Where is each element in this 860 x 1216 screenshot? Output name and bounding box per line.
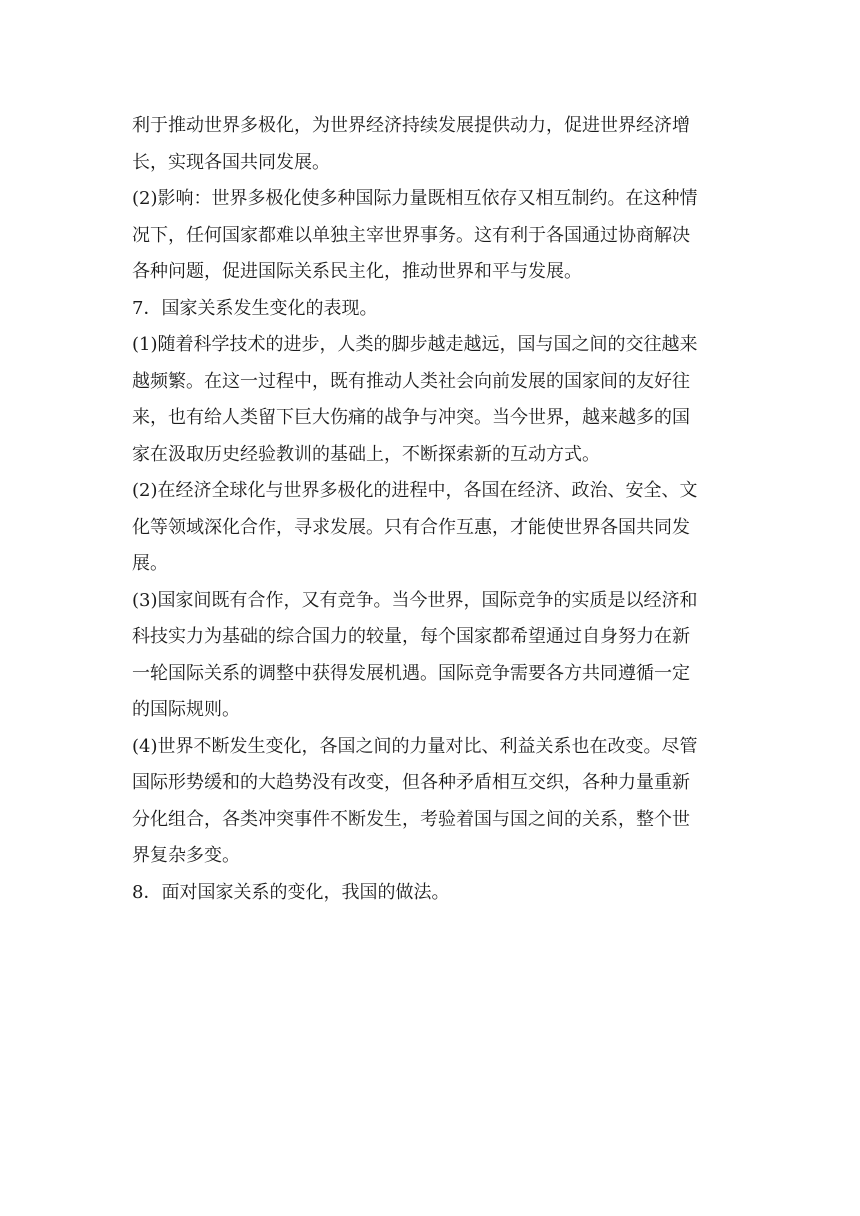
text-line: (3)国家间既有合作，又有竞争。当今世界，国际竞争的实质是以经济和 xyxy=(132,589,698,611)
text-line: 的国际规则。 xyxy=(132,699,240,720)
text-line: 化等领域深化合作，寻求发展。只有合作互惠，才能使世界各国共同发 xyxy=(132,516,690,538)
text-line: 来，也有给人类留下巨大伤痛的战争与冲突。当今世界，越来越多的国 xyxy=(132,407,690,428)
text-line: 界复杂多变。 xyxy=(132,845,240,866)
document-page xyxy=(132,108,732,911)
text-line: 展。 xyxy=(132,553,168,574)
paragraph-multipolarity-impact xyxy=(132,181,732,291)
text-line: 国际形势缓和的大趋势没有改变，但各种矛盾相互交织，各种力量重新 xyxy=(132,772,690,793)
text-line: 越频繁。在这一过程中，既有推动人类社会向前发展的国家间的友好往 xyxy=(132,370,690,392)
text-line: 各种问题，促进国际关系民主化，推动世界和平与发展。 xyxy=(132,261,582,282)
text-line: 况下，任何国家都难以单独主宰世界事务。这有利于各国通过协商解决 xyxy=(132,224,690,246)
section-heading: 7．国家关系发生变化的表现。 xyxy=(132,297,378,319)
text-line: (2)在经济全球化与世界多极化的进程中，各国在经济、政治、安全、文 xyxy=(132,480,698,501)
text-line: 长，实现各国共同发展。 xyxy=(132,151,330,173)
paragraph-point-1 xyxy=(132,327,732,473)
text-line: 一轮国际关系的调整中获得发展机遇。国际竞争需要各方共同遵循一定 xyxy=(132,662,690,684)
text-line: (2)影响：世界多极化使多种国际力量既相互依存又相互制约。在这种情 xyxy=(132,188,698,209)
text-line: 利于推动世界多极化，为世界经济持续发展提供动力，促进世界经济增 xyxy=(132,115,690,136)
paragraph-point-3 xyxy=(132,583,732,729)
paragraph-economy-continued xyxy=(132,108,732,181)
text-line: 家在汲取历史经验教训的基础上，不断探索新的互动方式。 xyxy=(132,443,600,465)
text-line: (1)随着科学技术的进步，人类的脚步越走越远，国与国之间的交往越来 xyxy=(132,334,698,355)
paragraph-point-2 xyxy=(132,473,732,583)
section-heading: 8．面对国家关系的变化，我国的做法。 xyxy=(132,881,450,903)
paragraph-point-4 xyxy=(132,729,732,875)
text-line: 分化组合，各类冲突事件不断发生，考验着国与国之间的关系，整个世 xyxy=(132,808,690,830)
heading-item-8 xyxy=(132,875,732,912)
text-line: (4)世界不断发生变化，各国之间的力量对比、利益关系也在改变。尽管 xyxy=(132,735,698,757)
heading-item-7 xyxy=(132,291,732,328)
text-line: 科技实力为基础的综合国力的较量，每个国家都希望通过自身努力在新 xyxy=(132,626,690,647)
